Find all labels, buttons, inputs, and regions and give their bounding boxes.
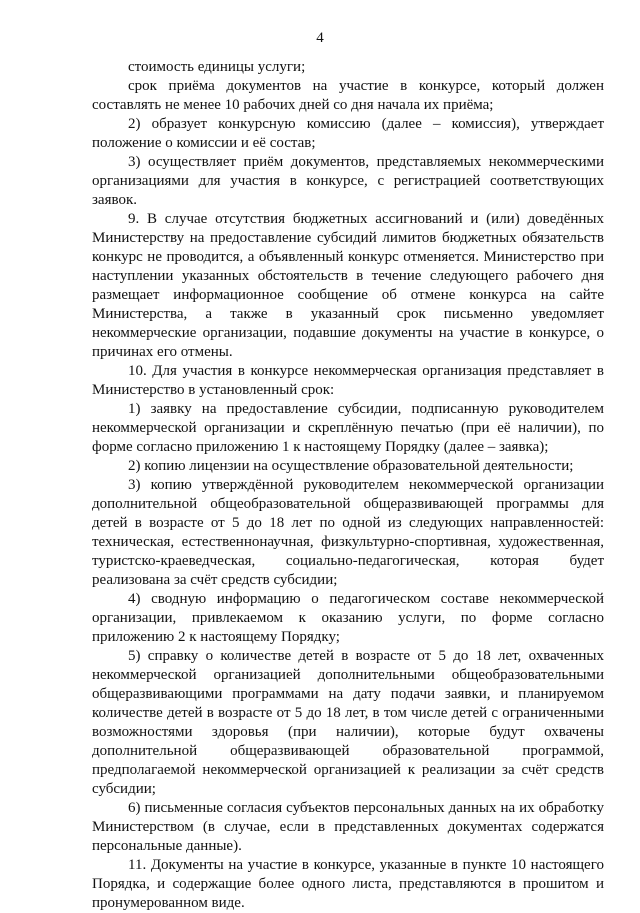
paragraph-item-10: 10. Для участия в конкурсе некоммерческая организация представляет в Министерство в установленный срок:	[92, 363, 604, 398]
paragraph-item-9: 9. В случае отсутствия бюджетных ассигнований и (или) доведённых Министерству на предоставление субсидий лимитов бюджетных обязательств конкурс не проводится, а объявленный конкурс отменяется. Министерство при наступлении указанных обстоятельств в течение следующего рабочего дня размещает информационное сообщение об отмене конкурса на сайте Министерства, а также в указанный срок письменно уведомляет некоммерческие организации, подавшие документы на участие в конкурсе, о причинах его отмены.	[92, 211, 604, 360]
page-number: 4	[316, 30, 324, 46]
document-body	[92, 58, 604, 913]
paragraph-commission: 2) образует конкурсную комиссию (далее – комиссия), утверждает положение о комиссии и её состав;	[92, 116, 604, 151]
paragraph-item-11: 11. Документы на участие в конкурсе, указанные в пункте 10 настоящего Порядка, и содержащие более одного листа, представляются в прошитом и пронумерованном виде.	[92, 857, 604, 911]
paragraph-item-10-3: 3) копию утверждённой руководителем некоммерческой организации дополнительной общеобразовательной общеразвивающей программы для детей в возрасте от 5 до 18 лет по одной из следующих направленностей: техническая, естественнонаучная, физкультурно-спортивная, художественная, туристско-краеведческая, социально-педагогическая, которая будет реализована за счёт средств субсидии;	[92, 477, 604, 588]
paragraph-item-10-1: 1) заявку на предоставление субсидии, подписанную руководителем некоммерческой организации и скреплённую печатью (при её наличии), по форме согласно приложению 1 к настоящему Порядку (далее – заявка);	[92, 401, 604, 455]
paragraph-document-intake: 3) осуществляет приём документов, представляемых некоммерческими организациями для участия в конкурсе, с регистрацией соответствующих заявок.	[92, 154, 604, 208]
paragraph-unit-cost: стоимость единицы услуги;	[128, 59, 306, 75]
paragraph-application-deadline: срок приёма документов на участие в конкурсе, который должен составлять не менее 10 рабочих дней со дня начала их приёма;	[92, 78, 604, 113]
paragraph-item-10-4: 4) сводную информацию о педагогическом составе некоммерческой организации, привлекаемом к оказанию услуги, по форме согласно приложению 2 к настоящему Порядку;	[92, 591, 604, 645]
paragraph-item-10-2: 2) копию лицензии на осуществление образовательной деятельности;	[128, 458, 574, 474]
paragraph-item-10-6: 6) письменные согласия субъектов персональных данных на их обработку Министерством (в случае, если в представленных документах содержатся персональные данные).	[92, 800, 604, 854]
paragraph-item-10-5: 5) справку о количестве детей в возрасте от 5 до 18 лет, охваченных некоммерческой организацией дополнительными общеобразовательными общеразвивающими программами на дату подачи заявки, и планируемом количестве детей в возрасте от 5 до 18 лет, в том числе детей с ограниченными возможностями здоровья (при наличии), которые будут охвачены дополнительной общеразвивающей образовательной программой, предполагаемой некоммерческой организацией к реализации за счёт средств субсидии;	[92, 648, 604, 797]
